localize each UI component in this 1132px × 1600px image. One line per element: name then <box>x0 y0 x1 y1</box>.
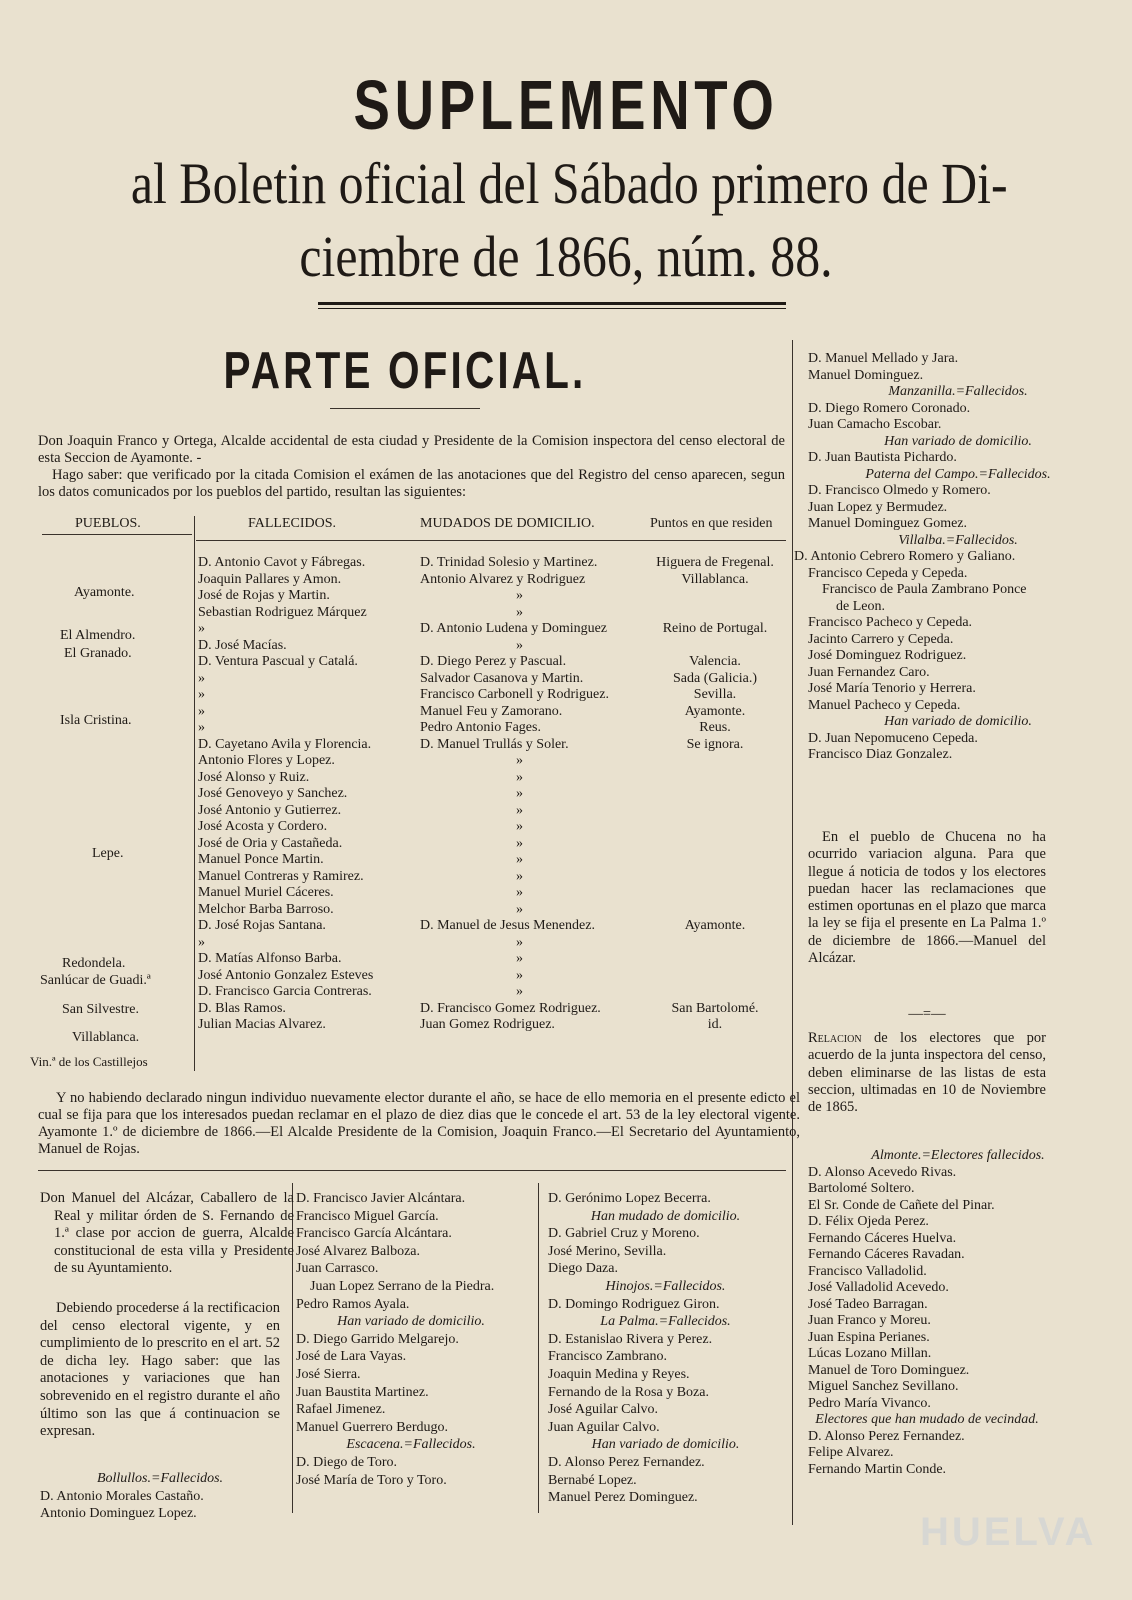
list-item: San Bartolomé. <box>671 1000 759 1016</box>
header-puntos: Puntos en que residen <box>650 516 773 531</box>
list-item: D. Antonio Cebrero Romero y Galiano. <box>794 549 1016 564</box>
list-item: José Genoveyo y Sanchez. <box>198 786 348 801</box>
list-item <box>640 984 790 1001</box>
list-item: D. Juan Bautista Pichardo. <box>808 450 957 465</box>
alcazar-notice: Debiendo procederse á la rectificacion del censo electoral vigente, y en cumplimiento de lo prescrito en el art. 52 de dicha ley. Hago saber: que las anotaciones y variaciones que han sobrevenido en el registro durante el año último son las que á continuacion se expresan. <box>40 1300 280 1440</box>
list-item: D. Francisco Garcia Contreras. <box>198 984 372 999</box>
mudados-list <box>420 555 609 1034</box>
list-item: José María Tenorio y Herrera. <box>808 681 976 696</box>
list-item: Jacinto Carrero y Cepeda. <box>808 631 954 647</box>
pueblo-isla-cristina: Isla Cristina. <box>60 713 132 728</box>
list-item: D. Ventura Pascual y Catalá. <box>198 654 358 669</box>
list-item <box>640 605 790 622</box>
list-item: Fernando Martin Conde. <box>808 1461 947 1477</box>
list-item: Francisco Diaz Gonzalez. <box>808 747 953 762</box>
list-item: José María de Toro y Toro. <box>296 1472 447 1488</box>
list-item <box>640 885 790 902</box>
list-item: D. Manuel Mellado y Jara. <box>808 351 959 366</box>
section-underline <box>330 408 480 409</box>
header-fallecidos: FALLECIDOS. <box>248 516 337 531</box>
list-item: » <box>516 637 523 653</box>
table-divider <box>194 516 195 1071</box>
list-item: D. Antonio Ludena y Dominguez <box>420 621 608 636</box>
masthead-title: SUPLEMENTO <box>353 66 779 144</box>
list-item: José Tadeo Barragan. <box>808 1296 928 1312</box>
list-item: Sevilla. <box>693 687 737 702</box>
list-item: D. Gerónimo Lopez Becerra. <box>548 1191 711 1206</box>
list-item: » <box>198 720 205 735</box>
list-item: Manuel Pacheco y Cepeda. <box>808 697 961 713</box>
list-item: Joaquin Pallares y Amon. <box>198 571 342 587</box>
list-item: José Acosta y Cordero. <box>198 819 328 834</box>
list-item: Julian Macias Alvarez. <box>198 1017 326 1032</box>
bottom-divider-2 <box>538 1183 539 1513</box>
list-item: » <box>516 588 523 603</box>
list-item: D. Diego Perez y Pascual. <box>420 654 567 669</box>
list-item: José Valladolid Acevedo. <box>808 1280 949 1295</box>
list-item: Villalba.=Fallecidos. <box>898 532 1018 548</box>
list-item: Fernando Cáceres Ravadan. <box>808 1247 965 1262</box>
list-item: » <box>516 901 523 917</box>
list-item: Juan Camacho Escobar. <box>808 417 942 432</box>
list-item: José Alvarez Balboza. <box>296 1243 421 1259</box>
list-item: D. Diego de Toro. <box>296 1454 398 1470</box>
list-item: » <box>516 934 523 950</box>
section-separator <box>38 1170 786 1171</box>
list-item: Fernando Cáceres Huelva. <box>808 1230 957 1246</box>
list-item: Han variado de domicilio. <box>884 433 1032 449</box>
list-item <box>640 869 790 886</box>
header-rule-2 <box>196 540 786 541</box>
list-item: Juan Aguilar Calvo. <box>548 1419 660 1435</box>
list-item: Lúcas Lozano Millan. <box>808 1346 932 1361</box>
masthead-subtitle-2: ciembre de 1866, núm. 88. <box>299 224 833 289</box>
intro-paragraph: Don Joaquin Franco y Ortega, Alcalde accidental de esta ciudad y Presidente de la Comision inspectora del censo electoral de esta Seccion de Ayamonte. - <box>38 433 785 466</box>
list-item: Han mudado de domicilio. <box>590 1208 741 1224</box>
list-item: José Antonio Gonzalez Esteves <box>198 967 374 983</box>
list-item: La Palma.=Fallecidos. <box>600 1314 731 1330</box>
list-item: Ayamonte. <box>684 703 746 719</box>
list-item <box>640 852 790 869</box>
library-watermark: HUELVA <box>920 1510 1097 1554</box>
list-item: D. Trinidad Solesio y Martinez. <box>420 555 598 570</box>
list-item: Pedro Ramos Ayala. <box>296 1296 410 1312</box>
list-item: Higuera de Fregenal. <box>656 555 774 570</box>
list-item: Juan Lopez Serrano de la Piedra. <box>310 1278 495 1294</box>
list-item: Manuel Dominguez. <box>808 367 924 383</box>
list-item: D. Alonso Perez Fernandez. <box>548 1454 705 1470</box>
bottom-col2-list <box>296 1190 526 1489</box>
list-item: Antonio Alvarez y Rodriguez <box>420 571 586 587</box>
list-item: » <box>516 835 523 851</box>
list-item: Antonio Dominguez Lopez. <box>40 1506 197 1522</box>
list-item <box>640 638 790 655</box>
list-item: D. Juan Nepomuceno Cepeda. <box>808 730 978 746</box>
list-item: Francisco Cepeda y Cepeda. <box>808 565 968 581</box>
list-item: Manuel Ponce Martin. <box>198 852 324 867</box>
bottom-col3-list <box>548 1190 783 1507</box>
list-item: Manuel Perez Dominguez. <box>548 1490 698 1506</box>
list-item: Manuel Muriel Cáceres. <box>198 885 334 900</box>
list-item: Juan Baustita Martinez. <box>296 1384 429 1400</box>
list-item: D. Gabriel Cruz y Moreno. <box>548 1226 700 1242</box>
closing-paragraph: Y no habiendo declarado ningun individuo nuevamente elector durante el año, se hace de ello memoria en el presente edicto el cual se fija para que los interesados puedan reclamar en el plazo de diez dias que le concede el art. 53 de la ley electoral vigente. Ayamonte 1.º de diciembre de 1866.—El Alcalde Presidente de la Comision, Joaquin Franco.—El Secretario del Ayuntamiento, Manuel de Rojas. <box>38 1090 800 1157</box>
list-item <box>640 786 790 803</box>
title-rule <box>318 302 786 309</box>
notice-paragraph: Hago saber: que verificado por la citada Comision el exámen de las anotaciones que del Registro del censo aparecen, segun los datos comunicados por los pueblos del partido, resultan las siguientes: <box>38 467 785 500</box>
list-item: » <box>516 604 523 620</box>
list-item: Manuel Contreras y Ramirez. <box>198 868 364 884</box>
list-item: Valencia. <box>689 654 741 669</box>
list-item <box>640 819 790 836</box>
header-pueblos: PUEBLOS. <box>75 516 141 531</box>
list-item: Almonte.=Electores fallecidos. <box>871 1148 1045 1163</box>
pueblo-redondela: Redondela. <box>62 956 126 971</box>
list-item: Manzanilla.=Fallecidos. <box>888 384 1028 399</box>
list-item <box>640 753 790 770</box>
fallecidos-list <box>198 555 373 1034</box>
list-item: Sebastian Rodriguez Márquez <box>198 604 367 620</box>
list-item: D. Manuel de Jesus Menendez. <box>420 918 595 933</box>
relacion-lead: Relacion <box>808 1030 862 1046</box>
list-item: José de Lara Vayas. <box>296 1349 407 1365</box>
list-item: » <box>516 819 523 834</box>
column-divider <box>792 340 793 1525</box>
list-item <box>640 951 790 968</box>
list-item: » <box>516 802 523 818</box>
chucena-paragraph: En el pueblo de Chucena no ha ocurrido variacion alguna. Para que llegue á noticia de todos y los electores puedan hacer las reclamaciones que estimen oportunas en el plazo que marca la ley se fija el presente en La Palma 1.º de diciembre de 1866.—Manuel del Alcázar. <box>808 829 1046 967</box>
masthead-subtitle-1: al Boletin oficial del Sábado primero de Di- <box>130 151 1008 216</box>
list-item: Manuel Dominguez Gomez. <box>808 516 968 531</box>
list-item: D. Estanislao Rivera y Perez. <box>548 1331 713 1347</box>
list-item: Francisco Miguel García. <box>296 1208 439 1224</box>
list-item: José de Oria y Castañeda. <box>198 835 343 851</box>
list-item: Hinojos.=Fallecidos. <box>605 1278 726 1294</box>
list-item: Juan Carrasco. <box>296 1261 379 1277</box>
list-item: Francisco Pacheco y Cepeda. <box>808 615 973 630</box>
list-item: Pedro María Vivanco. <box>808 1395 931 1411</box>
list-item: D. Félix Ojeda Perez. <box>808 1214 929 1229</box>
alcazar-intro: Don Manuel del Alcázar, Caballero de la Real y militar órden de S. Fernando de 1.ª clase por accion de guerra, Alcalde constitucional de esta villa y Presidente de su Ayuntamiento. <box>40 1190 294 1276</box>
list-item: Felipe Alvarez. <box>808 1445 894 1460</box>
section-title: PARTE OFICIAL. <box>223 342 587 400</box>
list-item: D. Manuel Trullás y Soler. <box>420 736 569 752</box>
header-mudados: MUDADOS DE DOMICILIO. <box>420 516 595 531</box>
list-item: Diego Daza. <box>548 1261 618 1277</box>
list-item: Villablanca. <box>681 571 749 587</box>
list-item: » <box>198 703 205 719</box>
list-item: Juan Gomez Rodriguez. <box>420 1017 555 1032</box>
relacion-paragraph <box>808 1030 1046 1116</box>
list-item: » <box>516 769 523 785</box>
list-item: Manuel de Toro Dominguez. <box>808 1362 970 1378</box>
list-item: » <box>516 885 523 900</box>
list-item: Juan Lopez y Bermudez. <box>808 499 948 515</box>
list-item: » <box>516 984 523 999</box>
list-item: Melchor Barba Barroso. <box>198 901 334 917</box>
list-item: Bollullos.=Fallecidos. <box>96 1471 224 1486</box>
list-item: D. Blas Ramos. <box>198 1000 286 1016</box>
list-item: D. Diego Garrido Melgarejo. <box>296 1331 459 1347</box>
list-item: » <box>516 967 523 983</box>
list-item: D. Diego Romero Coronado. <box>808 400 971 416</box>
list-item: D. Antonio Morales Castaño. <box>40 1488 204 1504</box>
relacion-text: de los electores que por acuerdo de la junta inspectora del censo, deben eliminarse de las listas de esta seccion, ultimadas en 10 de Noviembre de 1865. <box>808 1030 1046 1116</box>
pueblo-sanlucar: Sanlúcar de Guadi.ª <box>40 973 151 988</box>
header-rule-1 <box>42 534 192 535</box>
list-item: » <box>198 670 205 686</box>
puntos-list <box>640 555 790 1034</box>
right-column-names-b <box>808 1148 1108 1478</box>
pueblo-el-almendro: El Almendro. <box>60 628 136 643</box>
pueblo-lepe: Lepe. <box>92 846 124 861</box>
list-item: José de Rojas y Martin. <box>198 588 330 603</box>
list-item: Han variado de domicilio. <box>884 714 1032 729</box>
list-item: Bartolomé Soltero. <box>808 1181 915 1196</box>
list-item: D. Alonso Perez Fernandez. <box>808 1428 965 1444</box>
list-item: Paterna del Campo.=Fallecidos. <box>865 466 1051 482</box>
list-item: Electores que han mudado de vecindad. <box>815 1412 1039 1427</box>
list-item: José Aguilar Calvo. <box>548 1402 659 1418</box>
list-item: Han variado de domicilio. <box>591 1437 740 1453</box>
list-item <box>640 836 790 853</box>
list-item: Bernabé Lopez. <box>548 1472 637 1488</box>
list-item: Han variado de domicilio. <box>337 1314 485 1330</box>
list-item: D. Matías Alfonso Barba. <box>198 951 342 966</box>
list-item: » <box>198 934 205 950</box>
list-item: El Sr. Conde de Cañete del Pinar. <box>808 1197 995 1213</box>
list-item: D. Antonio Cavot y Fábregas. <box>198 555 366 570</box>
list-item: Antonio Flores y Lopez. <box>198 753 335 768</box>
list-item: » <box>516 852 523 867</box>
list-item: Juan Fernandez Caro. <box>808 664 930 680</box>
pueblo-ayamonte: Ayamonte. <box>74 585 135 600</box>
list-item: Francisco de Paula Zambrano Ponce de Leon. <box>822 582 1027 614</box>
separator-ornament: —=— <box>908 1006 946 1022</box>
list-item: » <box>198 621 205 636</box>
list-item: D. Francisco Javier Alcántara. <box>296 1191 466 1206</box>
list-item: Francisco Carbonell y Rodriguez. <box>420 687 609 702</box>
list-item: Reino de Portugal. <box>662 621 768 636</box>
list-item: » <box>516 786 523 801</box>
list-item: » <box>516 951 523 966</box>
list-item: Se ignora. <box>686 736 744 752</box>
list-item: D. José Rojas Santana. <box>198 918 326 933</box>
list-item: José Dominguez Rodriguez. <box>808 648 967 663</box>
list-item: Fernando de la Rosa y Boza. <box>548 1384 709 1400</box>
pueblo-el-granado: El Granado. <box>64 646 132 661</box>
list-item <box>640 935 790 952</box>
list-item: Joaquin Medina y Reyes. <box>548 1366 690 1382</box>
list-item: José Sierra. <box>296 1366 361 1382</box>
list-item <box>640 588 790 605</box>
list-item: id. <box>707 1017 723 1032</box>
list-item: D. Alonso Acevedo Rivas. <box>808 1164 957 1180</box>
list-item: D. José Macías. <box>198 637 287 653</box>
pueblo-san-silvestre: San Silvestre. <box>62 1002 139 1017</box>
pueblo-villablanca: Villablanca. <box>72 1030 140 1045</box>
list-item <box>640 770 790 787</box>
list-item: Sada (Galicia.) <box>673 670 757 686</box>
list-item: José Alonso y Ruiz. <box>198 769 310 785</box>
list-item: D. Francisco Gomez Rodriguez. <box>420 1000 601 1016</box>
list-item: Rafael Jimenez. <box>296 1402 386 1418</box>
list-item <box>640 803 790 820</box>
list-item: » <box>198 687 205 702</box>
list-item: » <box>516 753 523 768</box>
list-item: José Antonio y Gutierrez. <box>198 802 342 818</box>
list-item <box>640 968 790 985</box>
list-item: D. Francisco Olmedo y Romero. <box>808 483 991 498</box>
list-item: Juan Espina Perianes. <box>808 1329 930 1345</box>
list-item: Miguel Sanchez Sevillano. <box>808 1379 959 1394</box>
list-item: José Merino, Sevilla. <box>548 1243 667 1259</box>
list-item: D. Cayetano Avila y Florencia. <box>198 736 372 752</box>
list-item: D. Domingo Rodriguez Giron. <box>548 1296 720 1312</box>
list-item: Manuel Guerrero Berdugo. <box>296 1419 449 1435</box>
list-item: » <box>516 868 523 884</box>
bollullos-list <box>40 1470 280 1523</box>
list-item: Ayamonte. <box>684 918 746 933</box>
right-column-names-a <box>794 351 1108 764</box>
list-item: Francisco Zambrano. <box>548 1349 667 1365</box>
list-item: Manuel Feu y Zamorano. <box>420 703 563 719</box>
list-item: Juan Franco y Moreu. <box>808 1313 931 1328</box>
list-item: Francisco Valladolid. <box>808 1263 927 1279</box>
list-item <box>640 902 790 919</box>
list-item: Reus. <box>699 720 731 735</box>
list-item: Pedro Antonio Fages. <box>420 720 541 735</box>
pueblo-villanueva-castillejos: Vin.ª de los Castillejos <box>30 1054 148 1069</box>
list-item: Escacena.=Fallecidos. <box>346 1437 476 1453</box>
list-item: Francisco García Alcántara. <box>296 1226 452 1242</box>
list-item: Salvador Casanova y Martin. <box>420 670 584 686</box>
